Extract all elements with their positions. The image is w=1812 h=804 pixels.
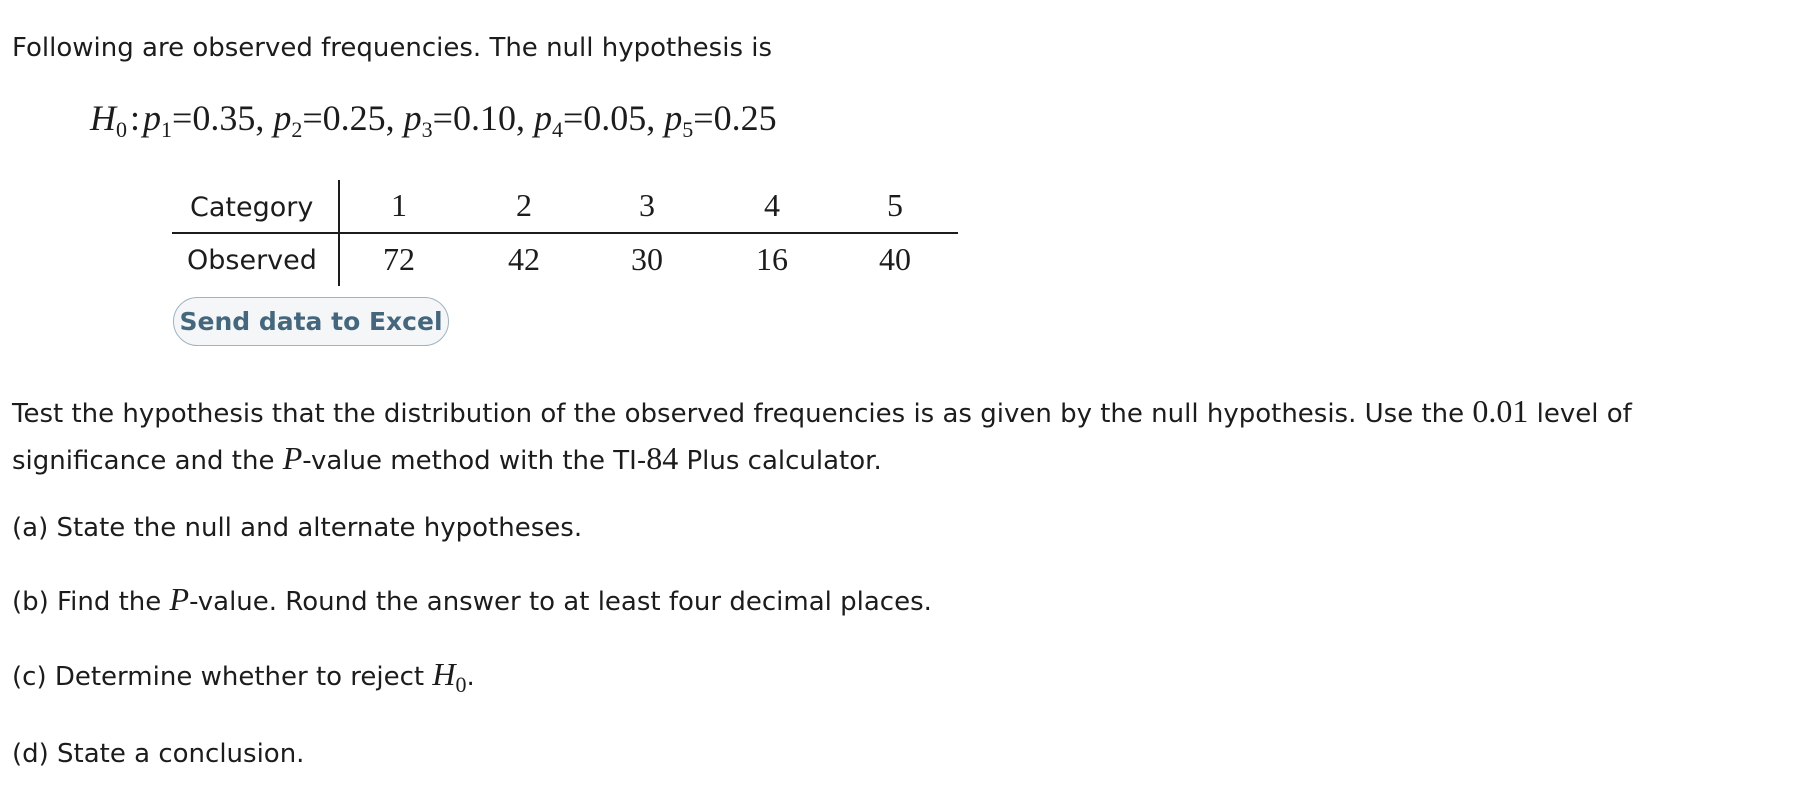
category-cell: 3 <box>639 187 655 223</box>
p-symbol: p <box>143 98 162 138</box>
category-cell: 5 <box>887 187 903 223</box>
instructions-text: level of <box>1528 399 1632 429</box>
part-d: (d) State a conclusion. <box>12 739 305 769</box>
instructions-text: Plus calculator. <box>678 446 882 476</box>
intro-text: Following are observed frequencies. The null hypothesis is <box>12 33 773 63</box>
part-c-text: (c) Determine whether to reject <box>12 662 433 692</box>
instructions-text: -value method with the TI- <box>302 446 647 476</box>
part-c <box>12 656 475 697</box>
calculator-model-number: 84 <box>646 440 679 476</box>
significance-level: 0.01 <box>1472 393 1529 429</box>
p-index: 5 <box>682 117 694 142</box>
p-index: 4 <box>551 117 563 142</box>
p-value: 0.25 <box>713 98 777 138</box>
category-cell: 4 <box>764 187 780 223</box>
null-hypothesis: $H_0$ : $p_1=0.35$, $p_2=0.25$, $p_3=0.10$, $p_4=0.05$, $p_5=0.25$ <box>90 98 777 142</box>
part-b <box>12 581 932 617</box>
p-index: 1 <box>161 117 173 142</box>
p-index: 2 <box>291 117 303 142</box>
observed-cell: 72 <box>383 241 415 277</box>
p-symbol: p <box>664 98 683 138</box>
p-symbol: p <box>533 98 552 138</box>
p-value: 0.05 <box>583 98 647 138</box>
instructions-line-1 <box>12 393 1632 429</box>
instructions-text: significance and the <box>12 446 283 476</box>
part-b-text: (b) Find the <box>12 587 170 617</box>
row-label-category: Category <box>190 192 314 223</box>
p-symbol: P <box>282 440 303 476</box>
h-subscript: 0 <box>116 117 127 142</box>
h-symbol: H <box>432 656 456 692</box>
observed-cell: 16 <box>756 241 788 277</box>
observed-cell: 40 <box>879 241 911 277</box>
category-cell: 1 <box>391 187 407 223</box>
p-index: 3 <box>421 117 433 142</box>
h-subscript: 0 <box>455 672 467 697</box>
send-data-to-excel-button[interactable]: Send data to Excel <box>173 297 449 346</box>
instructions-line-2 <box>12 440 882 476</box>
p-symbol: P <box>169 581 190 617</box>
h-symbol: H <box>90 98 116 138</box>
p-value: 0.10 <box>452 98 516 138</box>
p-symbol: p <box>403 98 422 138</box>
part-a: (a) State the null and alternate hypotheses. <box>12 513 583 543</box>
p-symbol: p <box>273 98 292 138</box>
row-label-observed: Observed <box>187 245 317 276</box>
p-value: 0.35 <box>192 98 256 138</box>
table-horizontal-divider <box>172 232 958 234</box>
category-cell: 2 <box>516 187 532 223</box>
part-c-text: . <box>466 662 475 692</box>
observed-cell: 30 <box>631 241 663 277</box>
p-value: 0.25 <box>322 98 386 138</box>
part-b-text: -value. Round the answer to at least four decimal places. <box>189 587 932 617</box>
instructions-text: Test the hypothesis that the distribution of the observed frequencies is as given by the null hypothesis. Use the <box>12 399 1473 429</box>
observed-cell: 42 <box>508 241 540 277</box>
